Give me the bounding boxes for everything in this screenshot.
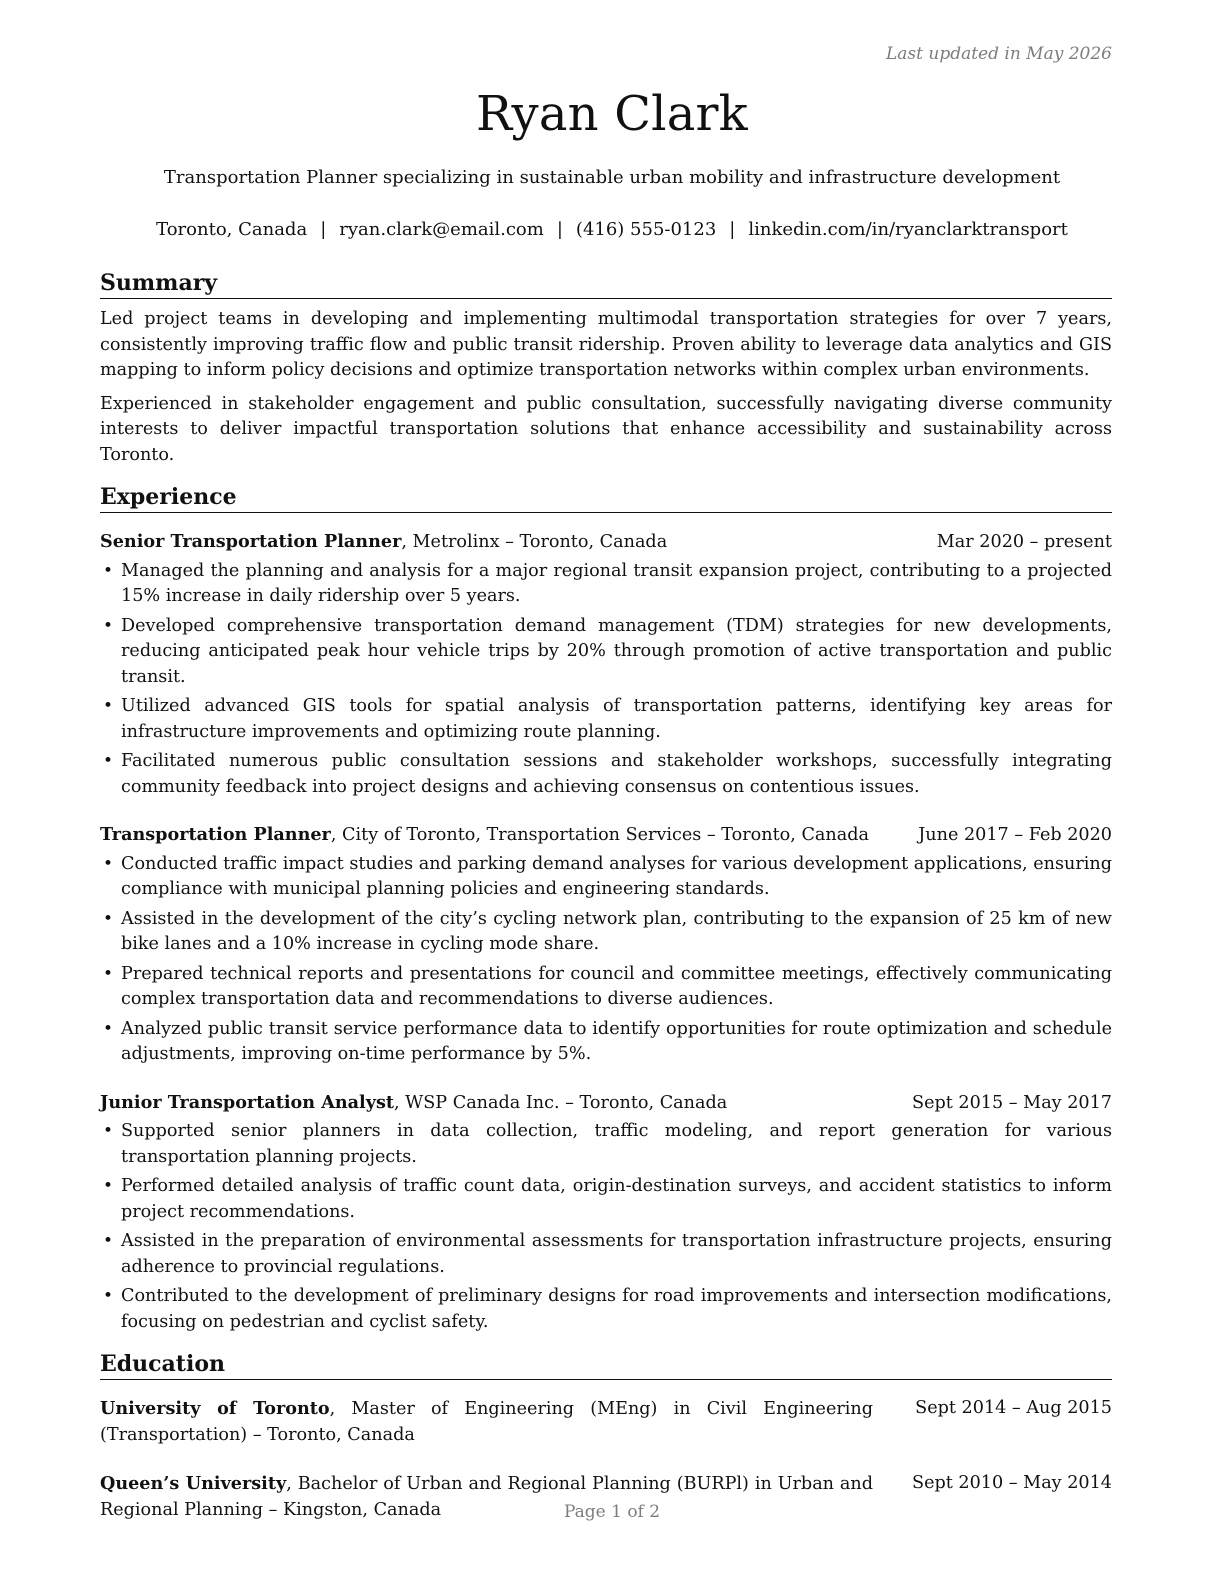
page-number: Page 1 of 2	[563, 1502, 661, 1522]
job-bullets	[100, 559, 1112, 801]
bullet-icon: •	[103, 1286, 114, 1306]
contact-linkedin[interactable]: linkedin.com/in/ryanclarktransport	[748, 219, 1068, 240]
education-section	[100, 1349, 1112, 1523]
contact-phone[interactable]: (416) 555-0123	[575, 219, 717, 240]
job-bullet-text: Facilitated numerous public consultation sessions and stakeholder workshops, successfully integrating community feedback into project designs and achieving consensus on contentious issues.	[121, 751, 1112, 797]
job-header	[100, 1090, 1112, 1117]
job-dates: June 2017 – Feb 2020	[918, 825, 1112, 845]
education-dates: Sept 2014 – Aug 2015	[915, 1398, 1112, 1418]
job-title-line	[100, 529, 667, 556]
job-dates: Sept 2015 – May 2017	[912, 1092, 1112, 1113]
last-updated-note: Last updated in May 2026	[885, 44, 1112, 64]
job-header	[100, 529, 1112, 556]
job-title-line	[100, 822, 869, 849]
job-bullets	[100, 852, 1112, 1068]
summary-paragraph: Led project teams in developing and implementing multimodal transportation strategies for over 7 years, consistently improving traffic flow and public transit ridership. Proven ability to leverage data analytics and GIS mapping to inform policy decisions and optimize transportation networks within complex urban environments.	[100, 309, 1112, 380]
contact-email[interactable]: ryan.clark@email.com	[339, 219, 544, 240]
education-dates: Sept 2010 – May 2014	[912, 1473, 1112, 1493]
contact-separator: |	[556, 219, 563, 240]
job-bullet-text: Developed comprehensive transportation demand management (TDM) strategies for new developments, reducing anticipated peak hour vehicle trips by 20% through promotion of active transportation and public transit.	[121, 615, 1112, 687]
job-bullet	[100, 962, 1112, 1013]
contact-separator: |	[729, 219, 736, 240]
bullet-icon: •	[103, 751, 114, 771]
job-bullet-text: Utilized advanced GIS tools for spatial analysis of transportation patterns, identifying key areas for infrastructure improvements and optimizing route planning.	[121, 696, 1112, 742]
section-title-summary: Summary	[100, 268, 1112, 299]
job-bullet-text: Contributed to the development of preliminary designs for road improvements and intersection modifications, focusing on pedestrian and cyclist safety.	[121, 1286, 1112, 1332]
candidate-name: Ryan Clark	[476, 86, 748, 142]
job-bullet	[100, 1284, 1112, 1335]
education-entry	[100, 1396, 1112, 1448]
job-bullet-text: Conducted traffic impact studies and parking demand analyses for various development applications, ensuring compliance with municipal planning policies and engineering standards.	[121, 853, 1112, 899]
job-bullet	[100, 907, 1112, 958]
section-title-experience: Experience	[100, 482, 1112, 513]
bullet-icon: •	[103, 560, 114, 581]
job-bullet	[100, 614, 1112, 691]
job-dates: Mar 2020 – present	[936, 532, 1112, 552]
job-bullet	[100, 1229, 1112, 1280]
bullet-icon: •	[103, 615, 114, 636]
bullet-icon: •	[103, 853, 114, 874]
bullet-icon: •	[103, 696, 114, 716]
job-bullet	[100, 694, 1112, 745]
headline: Transportation Planner specializing in sustainable urban mobility and infrastructure development	[163, 167, 1061, 188]
job-org: , WSP Canada Inc. – Toronto, Canada	[393, 1092, 728, 1113]
education-detail: , Bachelor of Urban and Regional Planning (BURPl) in Urban and Regional Planning – Kingston, Canada	[100, 1474, 873, 1520]
job-role: Senior Transportation Planner	[100, 531, 402, 552]
resume-content	[100, 268, 1112, 1523]
job-title-line	[100, 1090, 727, 1117]
experience-section	[100, 482, 1112, 1335]
education-detail-line	[100, 1396, 873, 1448]
job-entry	[100, 822, 1112, 1068]
job-org: , City of Toronto, Transportation Services – Toronto, Canada	[330, 825, 869, 845]
bullet-icon: •	[103, 1176, 114, 1196]
job-bullet-text: Supported senior planners in data collection, traffic modeling, and report generation for various transportation planning projects.	[121, 1121, 1112, 1167]
job-bullet	[100, 1174, 1112, 1225]
education-detail: , Master of Engineering (MEng) in Civil Engineering (Transportation) – Toronto, Canada	[100, 1399, 873, 1445]
job-bullet-text: Analyzed public transit service performance data to identify opportunities for route optimization and schedule adjustments, improving on-time performance by 5%.	[121, 1018, 1112, 1064]
bullet-icon: •	[103, 1231, 114, 1251]
job-role: Junior Transportation Analyst	[100, 1091, 394, 1113]
bullet-icon: •	[103, 1121, 114, 1141]
job-header	[100, 822, 1112, 849]
contact-location: Toronto, Canada	[156, 219, 308, 240]
job-entry	[100, 529, 1112, 800]
job-role: Transportation Planner	[100, 824, 331, 845]
education-school: Queen’s University	[100, 1473, 287, 1494]
job-bullet-text: Prepared technical reports and presentations for council and committee meetings, effectively communicating complex transportation data and recommendations to diverse audiences.	[121, 963, 1112, 1009]
section-title-education: Education	[100, 1349, 1112, 1380]
job-bullet	[100, 852, 1112, 903]
summary-section	[100, 268, 1112, 468]
contact-line	[0, 219, 1224, 240]
summary-paragraph: Experienced in stakeholder engagement and public consultation, successfully navigating diverse community interests to deliver impactful transportation solutions that enhance accessibility and sustainability across Toronto.	[100, 393, 1112, 465]
job-bullet	[100, 1119, 1112, 1170]
job-bullet-text: Managed the planning and analysis for a major regional transit expansion project, contributing to a projected 15% increase in daily ridership over 5 years.	[121, 560, 1112, 606]
job-bullets	[100, 1119, 1112, 1335]
job-bullet	[100, 749, 1112, 800]
job-entry	[100, 1090, 1112, 1336]
job-bullet	[100, 559, 1112, 610]
job-bullet-text: Performed detailed analysis of traffic count data, origin-destination surveys, and accident statistics to inform project recommendations.	[121, 1176, 1112, 1222]
job-bullet	[100, 1017, 1112, 1068]
job-bullet-text: Assisted in the preparation of environmental assessments for transportation infrastructure projects, ensuring adherence to provincial regulations.	[121, 1231, 1112, 1277]
job-bullet-text: Assisted in the development of the city’s cycling network plan, contributing to the expansion of 25 km of new bike lanes and a 10% increase in cycling mode share.	[121, 908, 1112, 954]
job-org: , Metrolinx – Toronto, Canada	[401, 532, 668, 552]
education-school: University of Toronto	[100, 1398, 330, 1419]
bullet-icon: •	[103, 963, 114, 984]
bullet-icon: •	[103, 1018, 114, 1039]
bullet-icon: •	[103, 908, 114, 929]
contact-separator: |	[320, 219, 327, 240]
